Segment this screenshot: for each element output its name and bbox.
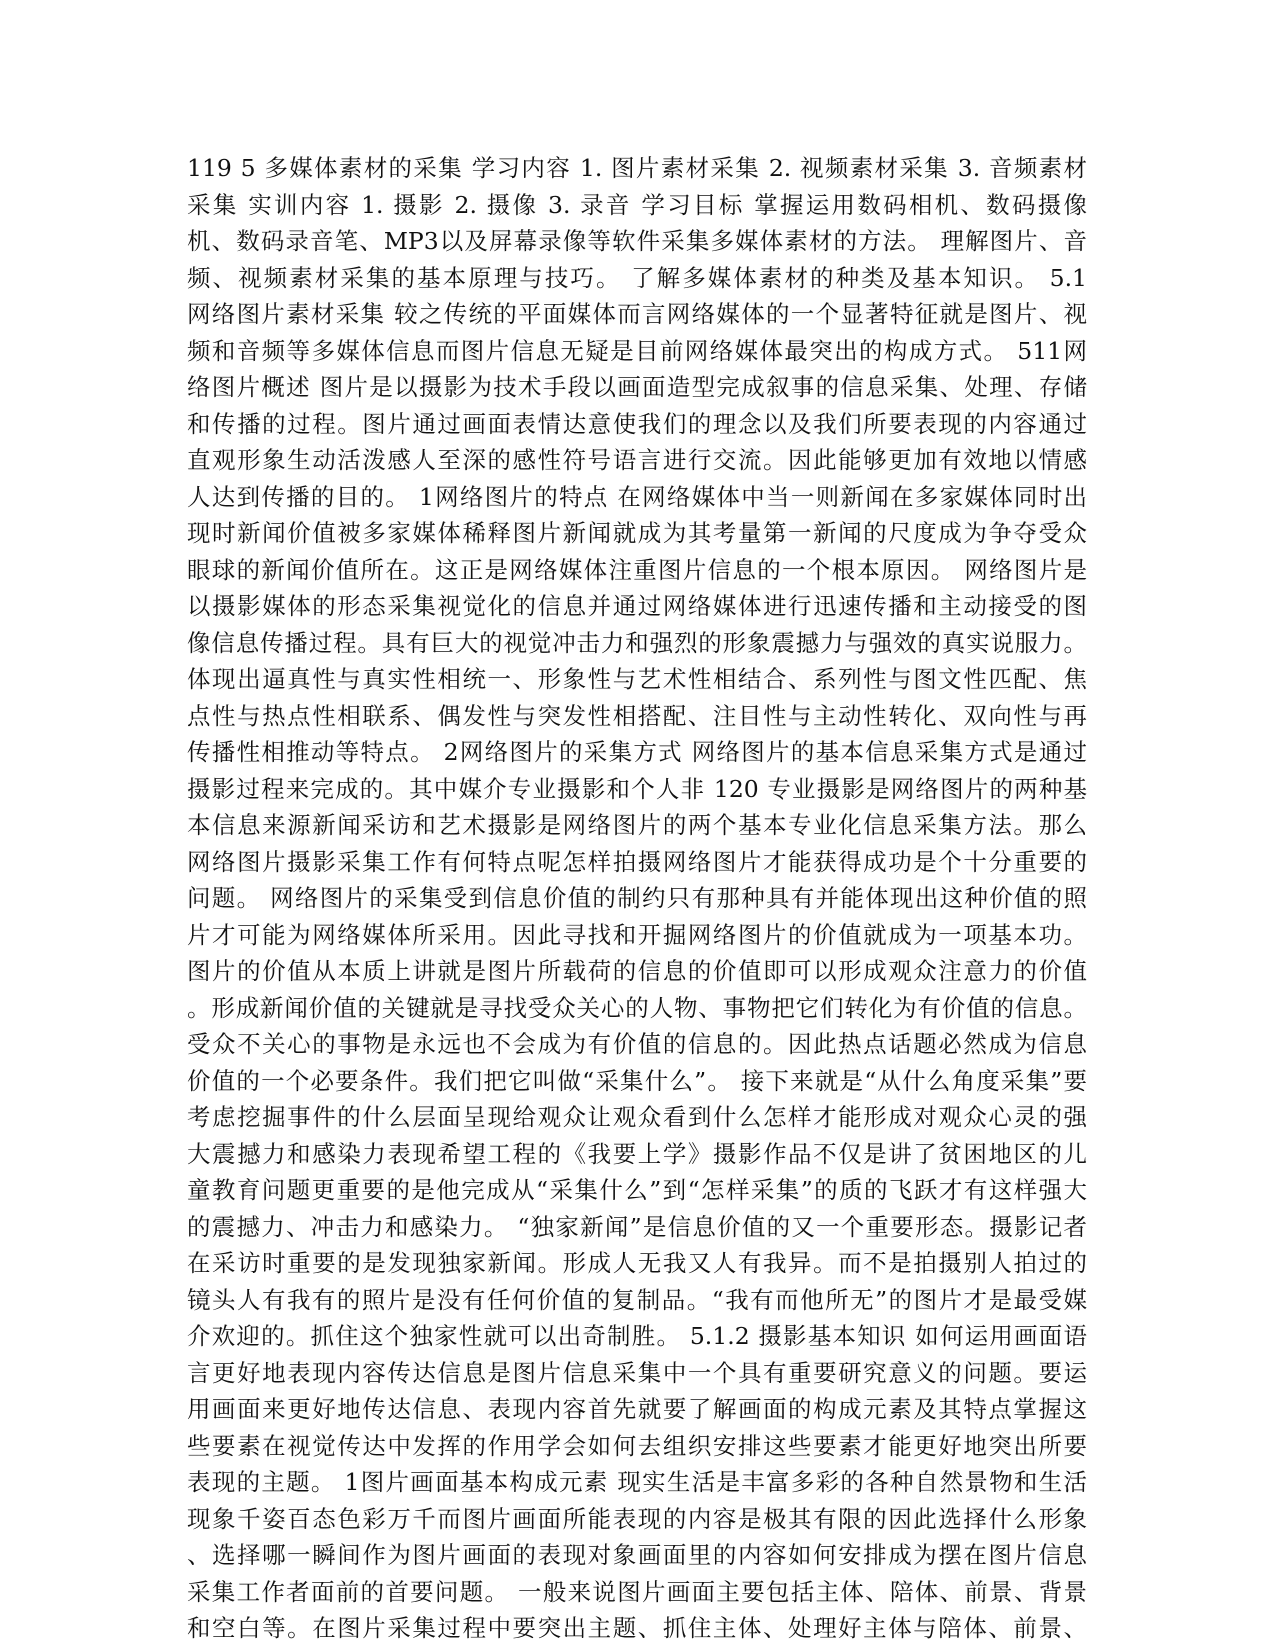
text-line: 的震撼力、冲击力和感染力。 “独家新闻”是信息价值的又一个重要形态。摄影记者: [187, 1212, 1087, 1241]
text-line: 和传播的过程。图片通过画面表情达意使我们的理念以及我们所要表现的内容通过: [187, 409, 1087, 438]
text-line: 119 5 多媒体素材的采集 学习内容 1. 图片素材采集 2. 视频素材采集 3. 音频素材: [187, 154, 1087, 182]
text-line: 网络图片摄影采集工作有何特点呢怎样拍摄网络图片才能获得成功是个十分重要的: [187, 847, 1087, 876]
text-line: 言更好地表现内容传达信息是图片信息采集中一个具有重要研究意义的问题。要运: [187, 1358, 1087, 1387]
text-line: 点性与热点性相联系、偶发性与突发性相搭配、注目性与主动性转化、双向性与再: [187, 701, 1087, 730]
text-line: 介欢迎的。抓住这个独家性就可以出奇制胜。 5.1.2 摄影基本知识 如何运用画面语: [187, 1322, 1087, 1350]
text-line: 体现出逼真性与真实性相统一、形象性与艺术性相结合、系列性与图文性匹配、焦: [187, 665, 1087, 693]
text-line: 现时新闻价值被多家媒体稀释图片新闻就成为其考量第一新闻的尺度成为争夺受众: [187, 519, 1087, 547]
text-line: 采集工作者面前的首要问题。 一般来说图片画面主要包括主体、陪体、前景、背景: [187, 1577, 1087, 1606]
text-line: 价值的一个必要条件。我们把它叫做“采集什么”。 接下来就是“从什么角度采集”要: [187, 1066, 1087, 1095]
text-line: 像信息传播过程。具有巨大的视觉冲击力和强烈的形象震撼力与强效的真实说服力。: [187, 628, 1087, 657]
text-line: 表现的主题。 1图片画面基本构成元素 现实生活是丰富多彩的各种自然景物和生活: [187, 1468, 1087, 1496]
text-line: 频和音频等多媒体信息而图片信息无疑是目前网络媒体最突出的构成方式。 511网: [187, 336, 1087, 365]
text-line: 摄影过程来完成的。其中媒介专业摄影和个人非 120 专业摄影是网络图片的两种基: [187, 774, 1087, 803]
text-line: 机、数码录音笔、MP3以及屏幕录像等软件采集多媒体素材的方法。 理解图片、音: [187, 227, 1087, 255]
text-line: 考虑挖掘事件的什么层面呈现给观众让观众看到什么怎样才能形成对观众心灵的强: [187, 1103, 1087, 1131]
text-line: 片才可能为网络媒体所采用。因此寻找和开掘网络图片的价值就成为一项基本功。: [187, 920, 1087, 949]
text-line: 。形成新闻价值的关键就是寻找受众关心的人物、事物把它们转化为有价值的信息。: [187, 993, 1087, 1022]
text-line: 受众不关心的事物是永远也不会成为有价值的信息的。因此热点话题必然成为信息: [187, 1030, 1087, 1058]
text-line: 网络图片素材采集 较之传统的平面媒体而言网络媒体的一个显著特征就是图片、视: [187, 300, 1087, 328]
text-line: 童教育问题更重要的是他完成从“采集什么”到“怎样采集”的质的飞跃才有这样强大: [187, 1176, 1087, 1204]
text-line: 本信息来源新闻采访和艺术摄影是网络图片的两个基本专业化信息采集方法。那么: [187, 811, 1087, 839]
text-line: 以摄影媒体的形态采集视觉化的信息并通过网络媒体进行迅速传播和主动接受的图: [187, 592, 1087, 620]
text-line: 传播性相推动等特点。 2网络图片的采集方式 网络图片的基本信息采集方式是通过: [187, 738, 1087, 766]
text-line: 镜头人有我有的照片是没有任何价值的复制品。“我有而他所无”的图片才是最受媒: [187, 1285, 1087, 1314]
text-line: 人达到传播的目的。 1网络图片的特点 在网络媒体中当一则新闻在多家媒体同时出: [187, 482, 1087, 511]
text-line: 些要素在视觉传达中发挥的作用学会如何去组织安排这些要素才能更好地突出所要: [187, 1431, 1087, 1460]
text-line: 络图片概述 图片是以摄影为技术手段以画面造型完成叙事的信息采集、处理、存储: [187, 373, 1087, 401]
text-line: 频、视频素材采集的基本原理与技巧。 了解多媒体素材的种类及基本知识。 5.1: [187, 263, 1087, 292]
text-line: 现象千姿百态色彩万千而图片画面所能表现的内容是极其有限的因此选择什么形象: [187, 1504, 1087, 1533]
text-line: 直观形象生动活泼感人至深的感性符号语言进行交流。因此能够更加有效地以情感: [187, 446, 1087, 474]
body-text: [187, 150, 1087, 1647]
text-line: 图片的价值从本质上讲就是图片所载荷的信息的价值即可以形成观众注意力的价值: [187, 957, 1087, 985]
text-line: 用画面来更好地传达信息、表现内容首先就要了解画面的构成元素及其特点掌握这: [187, 1395, 1087, 1423]
text-line: 和空白等。在图片采集过程中要突出主题、抓住主体、处理好主体与陪体、前景、: [187, 1614, 1087, 1642]
text-line: 在采访时重要的是发现独家新闻。形成人无我又人有我异。而不是拍摄别人拍过的: [187, 1249, 1087, 1277]
text-line: 大震撼力和感染力表现希望工程的《我要上学》摄影作品不仅是讲了贫困地区的儿: [187, 1139, 1087, 1168]
text-line: 、选择哪一瞬间作为图片画面的表现对象画面里的内容如何安排成为摆在图片信息: [187, 1541, 1087, 1569]
text-line: 问题。 网络图片的采集受到信息价值的制约只有那种具有并能体现出这种价值的照: [187, 884, 1087, 912]
text-line: 采集 实训内容 1. 摄影 2. 摄像 3. 录音 学习目标 掌握运用数码相机、数码摄像: [187, 190, 1087, 219]
text-line: 眼球的新闻价值所在。这正是网络媒体注重图片信息的一个根本原因。 网络图片是: [187, 555, 1087, 584]
